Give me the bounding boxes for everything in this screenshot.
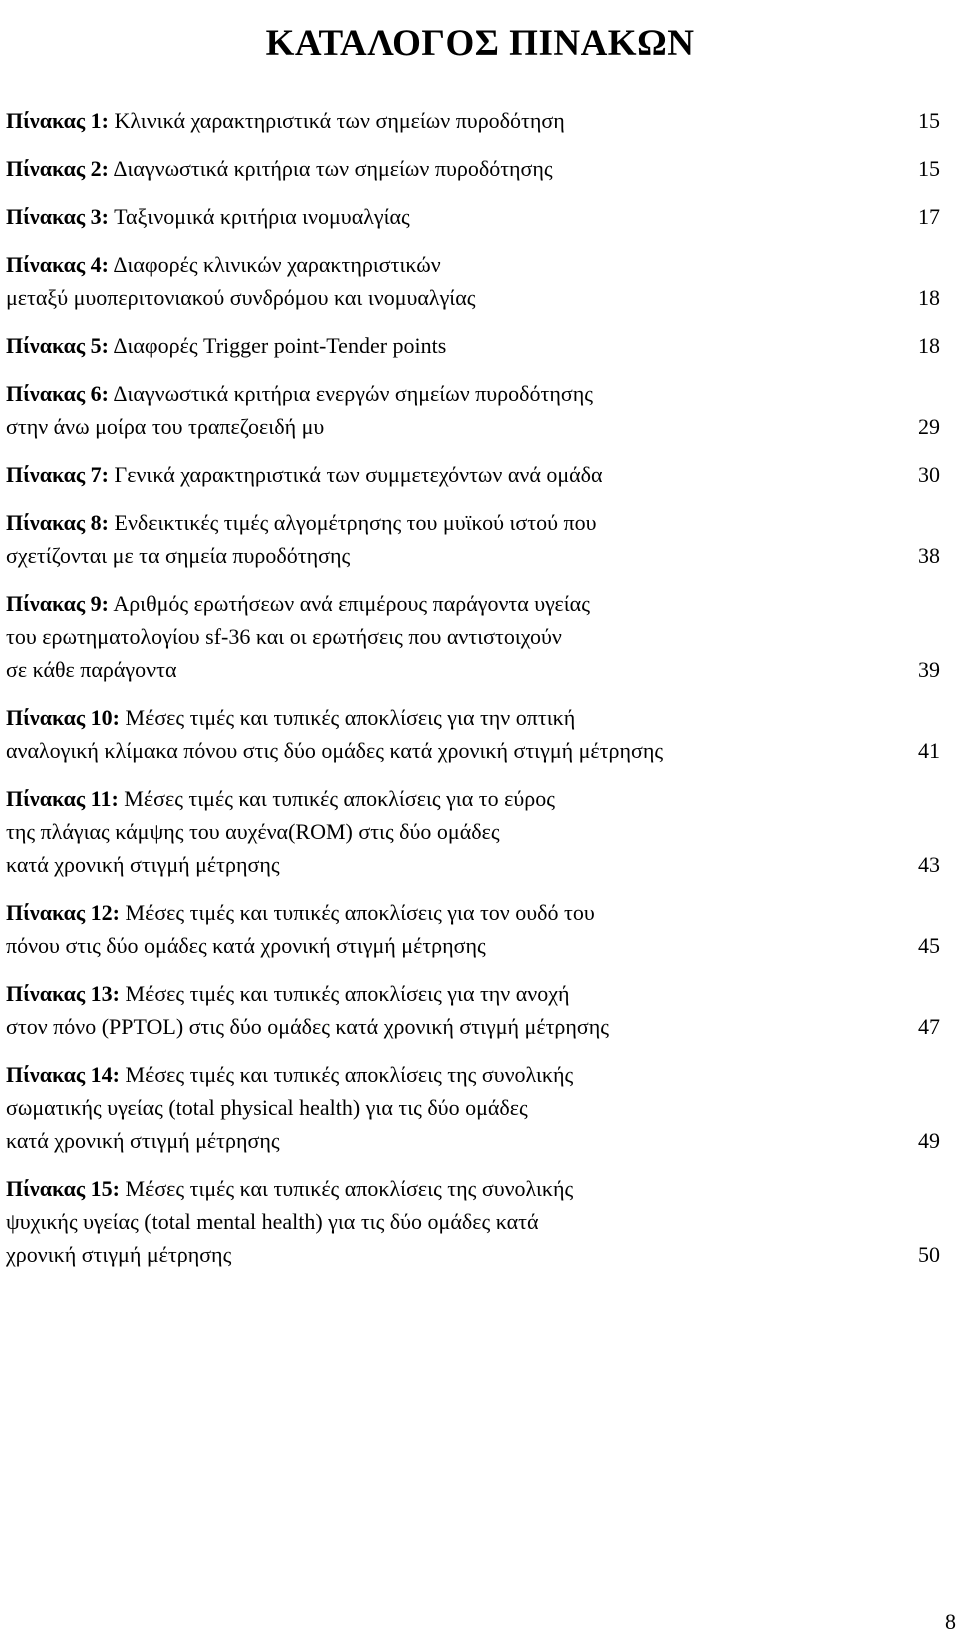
toc-entry[interactable] <box>6 506 940 572</box>
toc-entry-line <box>6 152 940 185</box>
toc-entry-text: Μέσες τιμές και τυπικές αποκλίσεις για την ανοχή <box>125 981 570 1006</box>
toc-entry-text: Ταξινομικά κριτήρια ινομυαλγίας <box>114 204 410 229</box>
toc-entry-line <box>6 848 940 881</box>
toc-entry-label: Πίνακας 3: <box>6 204 110 229</box>
toc-entry[interactable] <box>6 329 940 362</box>
toc-entry[interactable] <box>6 458 940 491</box>
toc-entry-page-number: 18 <box>918 333 940 358</box>
toc-entry-page-number: 50 <box>918 1242 940 1267</box>
toc-entry-text: χρονική στιγμή μέτρησης <box>6 1242 232 1267</box>
toc-entry-line <box>6 1205 940 1238</box>
toc-entry-page-number: 39 <box>918 657 940 682</box>
toc-entry-page-number: 17 <box>918 204 940 229</box>
toc-entry-text: του ερωτηματολογίου sf-36 και οι ερωτήσεις που αντιστοιχούν <box>6 624 562 649</box>
toc-entry-text: Μέσες τιμές και τυπικές αποκλίσεις για την οπτική <box>125 705 576 730</box>
toc-entry-text: μεταξύ μυοπεριτονιακού συνδρόμου και ινομυαλγίας <box>6 285 476 310</box>
toc-entry-line <box>6 458 940 491</box>
toc-entry-page-number: 29 <box>918 414 940 439</box>
toc-entry-label: Πίνακας 2: <box>6 156 110 181</box>
toc-entry[interactable] <box>6 587 940 686</box>
toc-entry-label: Πίνακας 11: <box>6 786 119 811</box>
toc-entry-text: Διαφορές Trigger point-Tender points <box>113 333 447 358</box>
toc-entry-label: Πίνακας 15: <box>6 1176 121 1201</box>
toc-entry-label: Πίνακας 5: <box>6 333 110 358</box>
toc-entry-text: Διαγνωστικά κριτήρια των σημείων πυροδότησης <box>113 156 553 181</box>
toc-entry-text: Μέσες τιμές και τυπικές αποκλίσεις για το εύρος <box>124 786 555 811</box>
toc-entry-line <box>6 281 940 314</box>
toc-entry-label: Πίνακας 14: <box>6 1062 121 1087</box>
toc-entry-page-number: 47 <box>918 1014 940 1039</box>
toc-entry-text: ψυχικής υγείας (total mental health) για τις δύο ομάδες κατά <box>6 1209 539 1234</box>
toc-entry[interactable] <box>6 248 940 314</box>
toc-entry-label: Πίνακας 8: <box>6 510 110 535</box>
toc-entry-text: στην άνω μοίρα του τραπεζοειδή μυ <box>6 414 325 439</box>
toc-entry-text: αναλογική κλίμακα πόνου στις δύο ομάδες κατά χρονική στιγμή μέτρησης <box>6 738 664 763</box>
toc-entry-text: Μέσες τιμές και τυπικές αποκλίσεις της συνολικής <box>125 1062 574 1087</box>
toc-entry-line <box>6 653 940 686</box>
toc-entry-line <box>6 734 940 767</box>
toc-entry-page-number: 15 <box>918 156 940 181</box>
toc-entry-line <box>6 1172 940 1205</box>
toc-entry-line <box>6 977 940 1010</box>
toc-entry[interactable] <box>6 152 940 185</box>
toc-entry-text: σχετίζονται με τα σημεία πυροδότησης <box>6 543 351 568</box>
toc-entry-line <box>6 248 940 281</box>
toc-entry-line <box>6 1091 940 1124</box>
toc-entry[interactable] <box>6 896 940 962</box>
toc-entry-page-number: 38 <box>918 543 940 568</box>
toc-entry-line <box>6 896 940 929</box>
toc-entry-line <box>6 1238 940 1271</box>
toc-entry-line <box>6 539 940 572</box>
toc-entry-line <box>6 620 940 653</box>
toc-entry-label: Πίνακας 7: <box>6 462 110 487</box>
toc-entry[interactable] <box>6 200 940 233</box>
toc-entry-page-number: 15 <box>918 108 940 133</box>
toc-entry[interactable] <box>6 1172 940 1271</box>
toc-entry-label: Πίνακας 12: <box>6 900 121 925</box>
toc-entry-line <box>6 701 940 734</box>
toc-entry[interactable] <box>6 104 940 137</box>
toc-entry-label: Πίνακας 1: <box>6 108 110 133</box>
toc-entry-text: Διαγνωστικά κριτήρια ενεργών σημείων πυροδότησης <box>113 381 593 406</box>
toc-entry-text: σωματικής υγείας (total physical health) για τις δύο ομάδες <box>6 1095 528 1120</box>
toc-entry-line <box>6 410 940 443</box>
toc-entry-text: στον πόνο (PPTOL) στις δύο ομάδες κατά χρονική στιγμή μέτρησης <box>6 1014 609 1039</box>
toc-entry-page-number: 18 <box>918 285 940 310</box>
toc-entry-label: Πίνακας 6: <box>6 381 110 406</box>
toc-entry-line <box>6 587 940 620</box>
toc-entry-text: Γενικά χαρακτηριστικά των συμμετεχόντων ανά ομάδα <box>114 462 603 487</box>
toc-entry-label: Πίνακας 9: <box>6 591 110 616</box>
toc-entry-line <box>6 1058 940 1091</box>
page-number: 8 <box>945 1609 956 1634</box>
toc-entry-line <box>6 377 940 410</box>
toc-entry-text: Αριθμός ερωτήσεων ανά επιμέρους παράγοντα υγείας <box>113 591 590 616</box>
toc-entry[interactable] <box>6 977 940 1043</box>
table-of-contents <box>6 104 940 1286</box>
toc-entry-label: Πίνακας 13: <box>6 981 121 1006</box>
toc-entry-line <box>6 200 940 233</box>
toc-entry-text: Ενδεικτικές τιμές αλγομέτρησης του μυϊκού ιστού που <box>114 510 597 535</box>
toc-entry-line <box>6 506 940 539</box>
toc-entry-text: πόνου στις δύο ομάδες κατά χρονική στιγμή μέτρησης <box>6 933 486 958</box>
toc-entry-line <box>6 104 940 137</box>
toc-entry-label: Πίνακας 4: <box>6 252 110 277</box>
toc-entry-line <box>6 1010 940 1043</box>
toc-entry-text: σε κάθε παράγοντα <box>6 657 177 682</box>
toc-entry-text: Μέσες τιμές και τυπικές αποκλίσεις για τον ουδό του <box>125 900 595 925</box>
toc-entry-text: κατά χρονική στιγμή μέτρησης <box>6 852 280 877</box>
toc-entry-text: Μέσες τιμές και τυπικές αποκλίσεις της συνολικής <box>125 1176 574 1201</box>
toc-entry-page-number: 30 <box>918 462 940 487</box>
toc-entry-line <box>6 1124 940 1157</box>
toc-entry-line <box>6 929 940 962</box>
toc-entry-text: Κλινικά χαρακτηριστικά των σημείων πυροδότηση <box>114 108 565 133</box>
toc-entry[interactable] <box>6 377 940 443</box>
toc-entry-page-number: 49 <box>918 1128 940 1153</box>
toc-entry-page-number: 45 <box>918 933 940 958</box>
toc-entry-text: της πλάγιας κάμψης του αυχένα(ROM) στις δύο ομάδες <box>6 819 500 844</box>
toc-entry[interactable] <box>6 782 940 881</box>
toc-entry[interactable] <box>6 1058 940 1157</box>
toc-entry-text: κατά χρονική στιγμή μέτρησης <box>6 1128 280 1153</box>
toc-entry-line <box>6 815 940 848</box>
toc-entry-page-number: 43 <box>918 852 940 877</box>
toc-entry-line <box>6 782 940 815</box>
toc-entry-text: Διαφορές κλινικών χαρακτηριστικών <box>113 252 441 277</box>
toc-entry-line <box>6 329 940 362</box>
page-title: ΚΑΤΑΛΟΓΟΣ ΠΙΝΑΚΩΝ <box>265 22 695 64</box>
toc-entry-page-number: 41 <box>918 738 940 763</box>
toc-entry[interactable] <box>6 701 940 767</box>
toc-entry-label: Πίνακας 10: <box>6 705 121 730</box>
